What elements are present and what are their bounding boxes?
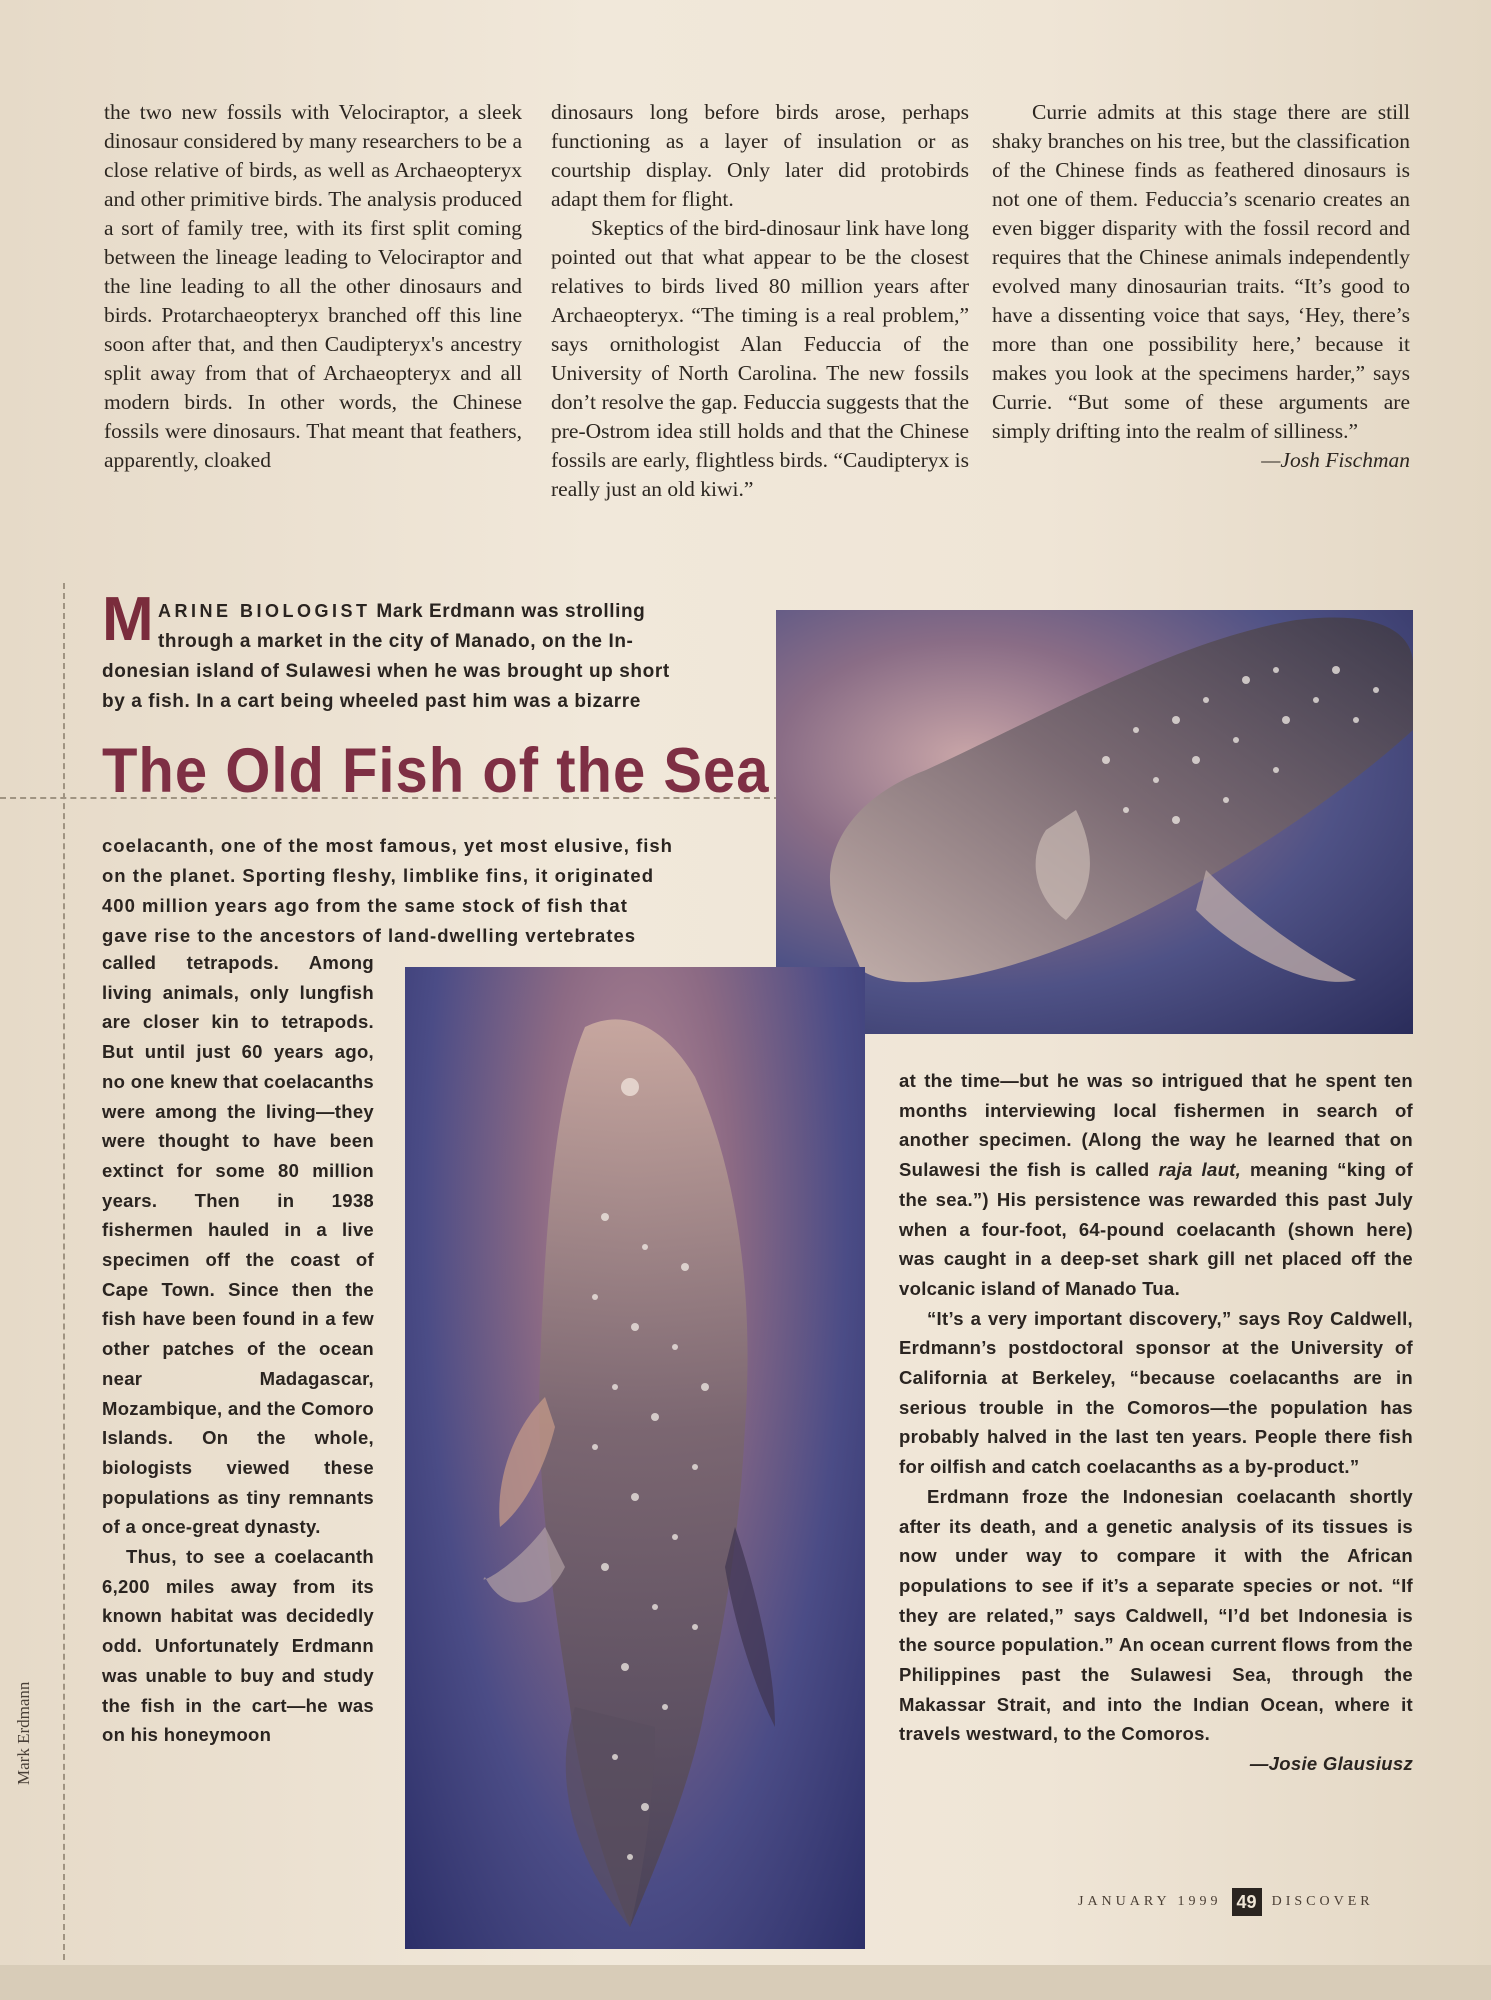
article-lead bbox=[102, 596, 772, 717]
lead-smallcaps: ARINE BIOLOGIST bbox=[158, 601, 371, 621]
page-folio bbox=[1078, 1888, 1374, 1916]
lead-line-1-rest: Mark Erdmann was strolling bbox=[370, 601, 646, 622]
lead-line-1 bbox=[102, 596, 772, 627]
photo-credit: Mark Erdmann bbox=[14, 1681, 33, 1785]
folio-date: JANUARY 1999 bbox=[1078, 1894, 1222, 1909]
previous-article-column-3 bbox=[992, 98, 1410, 475]
right-paragraph-1-end: meaning “king of the sea.”) His persistence was rewarded this past July when a four-foot, 64-pound coelacanth (shown here) was caught in a deep-set shark gill net placed off the volcanic island of Manado Tua. bbox=[899, 1159, 1413, 1299]
previous-article-column-2 bbox=[551, 98, 969, 504]
left-paragraph-1: called tetrapods. Among living animals, only lungfish are closer kin to tetrapods. But until just 60 years ago, no one knew that coelacanths were among the living—they were thought to have been extinct for some 80 million years. Then in 1938 fishermen hauled in a live specimen off the coast of Cape Town. Since then the fish have been found in a few other patches of the ocean near Madagascar, Mozambique, and the Comoro Islands. On the whole, biologists viewed these populations as tiny remnants of a once-great dynasty. bbox=[102, 952, 374, 1538]
drop-cap: M bbox=[102, 585, 154, 654]
deck-line-3: 400 million years ago from the same stock of fish that bbox=[102, 895, 628, 916]
coelacanth-photo-bottom bbox=[405, 967, 865, 1949]
column-3-body: Currie admits at this stage there are still shaky branches on his tree, but the classification of the Chinese finds as feathered dinosaurs is not one of them. Feduccia’s scenario creates an even bigger disparity with the fossil record and requires that the Chinese animals independently evolved many dinosaurian traits. “It’s good to have a dissenting voice that says, ‘Hey, there’s more than one possibility here,’ because it makes you look at the specimens harder,” says Currie. “But some of these arguments are simply drifting into the realm of silliness.” bbox=[992, 100, 1410, 443]
article-deck bbox=[102, 831, 772, 951]
left-paragraph-2: Thus, to see a coelacanth 6,200 miles away from its known habitat was decidedly odd. Unfortunately Erdmann was unable to buy and study the fish in the cart—he was on his honeymoon bbox=[102, 1546, 374, 1746]
article-left-column bbox=[102, 948, 374, 1750]
deck-line-4: gave rise to the ancestors of land-dwelling vertebrates bbox=[102, 925, 637, 946]
right-paragraph-2: “It’s a very important discovery,” says Roy Caldwell, Erdmann’s postdoctoral sponsor at the University of California at Berkeley, “because coelacanths are in serious trouble in the Comoros—the population has probably halved in the last ten years. People there fish for oilfish and catch coelacanths as a by-product.” bbox=[899, 1307, 1413, 1478]
previous-article-column-1 bbox=[104, 98, 522, 475]
coelacanth-photo-top bbox=[776, 610, 1413, 1034]
josh-fischman-signature: —Josh Fischman bbox=[1261, 448, 1410, 472]
page-number: 49 bbox=[1232, 1888, 1262, 1916]
lead-line-2: through a market in the city of Manado, on the In- bbox=[158, 631, 634, 652]
vertical-dashed-rule bbox=[63, 583, 65, 1960]
folio-magazine: DISCOVER bbox=[1271, 1894, 1374, 1909]
coelacanth-bottom-illustration bbox=[405, 967, 865, 1949]
column-2-paragraph-2: Skeptics of the bird-dinosaur link have long pointed out that what appear to be the closest relatives to birds lived 80 million years after Archaeopteryx. “The timing is a real problem,” says ornithologist Alan Feduccia of the University of North Carolina. The new fossils don’t resolve the gap. Feduccia suggests that the pre-Ostrom idea still holds and that the Chinese fossils are early, flightless birds. “Caudipteryx is really just an old kiwi.” bbox=[551, 216, 969, 501]
deck-line-1: coelacanth, one of the most famous, yet most elusive, fish bbox=[102, 835, 673, 856]
column-3-text bbox=[992, 98, 1410, 472]
article-right-column bbox=[899, 1066, 1413, 1779]
coelacanth-top-illustration bbox=[776, 610, 1413, 1034]
column-2-paragraph-1: dinosaurs long before birds arose, perhaps functioning as a layer of insulation or as courtship display. Only later did protobirds adapt them for flight. bbox=[551, 100, 969, 211]
right-paragraph-3: Erdmann froze the Indonesian coelacanth shortly after its death, and a genetic analysis of its tissues is now under way to compare it with the African populations to see if it’s a separate species or not. “If they are related,” says Caldwell, “I’d bet Indonesia is the source population.” An ocean current flows from the Philippines past the Sulawesi Sea, through the Makassar Strait, and into the Indian Ocean, where it travels westward, to the Comoros. bbox=[899, 1485, 1413, 1745]
right-paragraph-1-start: at the time—but he was so intrigued that he spent ten months interviewing local fishermen in search of another specimen. (Along the way he learned that on Sulawesi the fish is called bbox=[899, 1070, 1413, 1181]
page-bottom-edge bbox=[0, 1965, 1491, 2000]
article-headline: The Old Fish of the Sea bbox=[102, 735, 770, 807]
right-paragraph-1 bbox=[899, 1066, 1413, 1304]
deck-line-2: on the planet. Sporting fleshy, limblike fins, it originated bbox=[102, 865, 655, 886]
josie-glausiusz-signature: —Josie Glausiusz bbox=[1249, 1753, 1413, 1775]
lead-line-3: donesian island of Sulawesi when he was brought up short bbox=[102, 661, 670, 682]
lead-line-4: by a fish. In a cart being wheeled past him was a bizarre bbox=[102, 691, 641, 712]
column-1-text: the two new fossils with Velociraptor, a sleek dinosaur considered by many researchers to be a close relative of birds, as well as Archaeopteryx and other primitive birds. The analysis produced a sort of family tree, with its first split coming between the lineage leading to Velociraptor and the line leading to all the other dinosaurs and birds. Protarchaeopteryx branched off this line soon after that, and then Caudipteryx's ancestry split away from that of Archaeopteryx and all modern birds. In other words, the Chinese fossils were dinosaurs. That meant that feathers, apparently, cloaked bbox=[104, 100, 522, 472]
raja-laut-term: raja laut, bbox=[1158, 1159, 1242, 1181]
